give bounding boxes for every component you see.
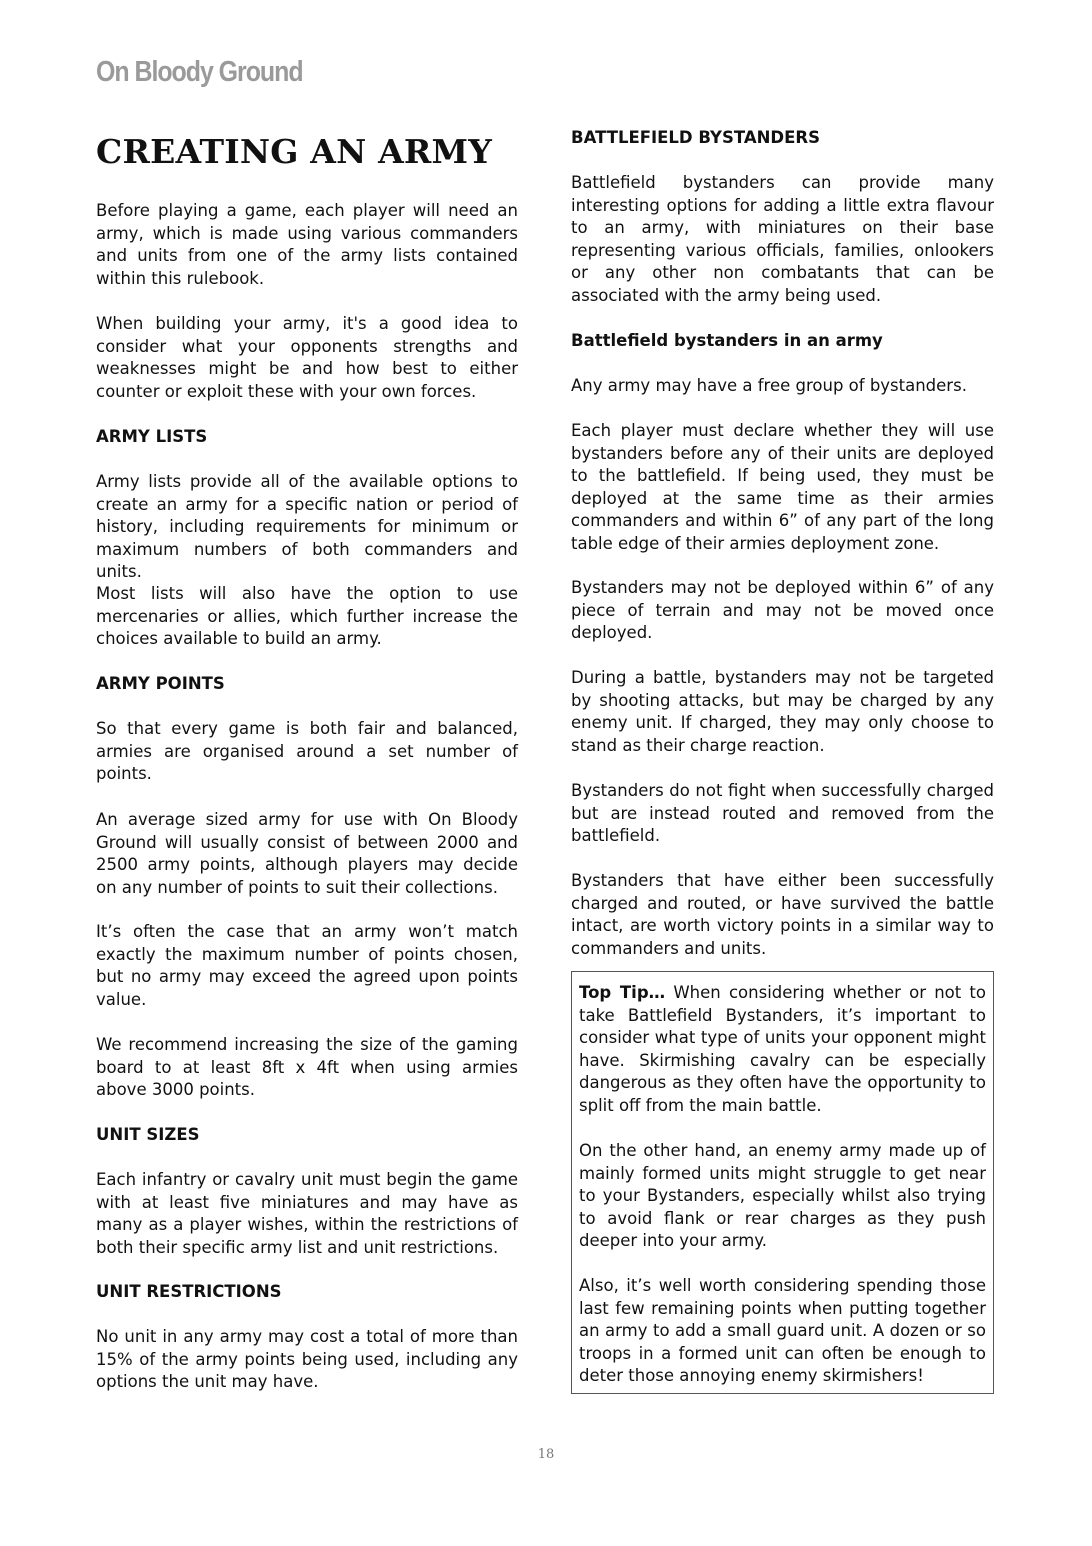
army-points-paragraph-4: We recommend increasing the size of the gaming board to at least 8ft x 4ft when using armies above 3000 points. [96, 1035, 518, 1099]
bystanders-in-army-paragraph-3: Bystanders may not be deployed within 6” of any piece of terrain and may not be moved once deployed. [571, 578, 994, 642]
unit-sizes-paragraph-1: Each infantry or cavalry unit must begin the game with at least five miniatures and may have as many as a player wishes, within the restrictions of both their specific army list and unit restrictions. [96, 1170, 518, 1257]
army-points-paragraph-2: An average sized army for use with On Bloody Ground will usually consist of between 2000 and 2500 army points, although players may decide on any number of points to suit their collections. [96, 810, 518, 897]
army-lists-paragraph-2: Most lists will also have the option to use mercenaries or allies, which further increase the choices available to build an army. [96, 584, 518, 648]
army-points-paragraph-1: So that every game is both fair and balanced, armies are organised around a set number of points. [96, 719, 518, 783]
bystanders-heading: BATTLEFIELD BYSTANDERS [571, 128, 820, 147]
bystanders-in-army-paragraph-2: Each player must declare whether they will use bystanders before any of their units are deployed to the battlefield. If being used, they must be deployed at the same time as their armies commanders and within 6” of any part of the long table edge of their armies deployment zone. [571, 421, 994, 553]
unit-restrictions-heading: UNIT RESTRICTIONS [96, 1282, 282, 1301]
army-lists-heading: ARMY LISTS [96, 427, 208, 446]
intro-paragraph-1: Before playing a game, each player will need an army, which is made using various commanders and units from one of the army lists contained within this rulebook. [96, 201, 518, 288]
army-points-paragraph-3: It’s often the case that an army won’t match exactly the maximum number of points chosen, but no army may exceed the agreed upon points value. [96, 922, 518, 1009]
army-points-heading: ARMY POINTS [96, 674, 225, 693]
chapter-title: CREATING AN ARMY [96, 132, 493, 171]
bystanders-in-army-paragraph-5: Bystanders do not fight when successfully charged but are instead routed and removed from the battlefield. [571, 781, 994, 845]
running-header: On Bloody Ground [96, 56, 303, 88]
top-tip-text-1: When considering whether or not to take Battlefield Bystanders, it’s important to consider what type of units your opponent might have. Skirmishing cavalry can be especially dangerous as they often have the opportunity to split off from the main battle. [579, 983, 986, 1115]
top-tip-paragraph-2: On the other hand, an enemy army made up of mainly formed units might struggle to get near to your Bystanders, especially whilst also trying to avoid flank or rear charges as they push deeper into your army. [579, 1141, 986, 1250]
bystanders-in-army-paragraph-1: Any army may have a free group of bystanders. [571, 376, 967, 395]
bystanders-in-army-heading: Battlefield bystanders in an army [571, 331, 883, 350]
top-tip-paragraph-1 [579, 982, 986, 1117]
top-tip-paragraph-3: Also, it’s well worth considering spending those last few remaining points when putting together an army to add a small guard unit. A dozen or so troops in a formed unit can often be enough to deter those annoying enemy skirmishers! [579, 1276, 986, 1385]
bystanders-in-army-paragraph-4: During a battle, bystanders may not be targeted by shooting attacks, but may be charged by any enemy unit. If charged, they may only choose to stand as their charge reaction. [571, 668, 994, 755]
bystanders-in-army-paragraph-6: Bystanders that have either been successfully charged and routed, or have survived the battle intact, are worth victory points in a similar way to commanders and units. [571, 871, 994, 958]
page-number: 18 [537, 1447, 555, 1462]
bystanders-paragraph-1: Battlefield bystanders can provide many interesting options for adding a little extra flavour to an army, with miniatures on their base representing various officials, families, onlookers or any other non combatants that can be associated with the army being used. [571, 173, 994, 305]
intro-paragraph-2: When building your army, it's a good idea to consider what your opponents strengths and weaknesses might be and how best to either counter or exploit these with your own forces. [96, 314, 518, 401]
top-tip-box [571, 971, 994, 1394]
army-lists-paragraph-1: Army lists provide all of the available options to create an army for a specific nation or period of history, including requirements for minimum or maximum numbers of both commanders and units. [96, 472, 518, 581]
unit-restrictions-paragraph-1: No unit in any army may cost a total of more than 15% of the army points being used, including any options the unit may have. [96, 1327, 518, 1391]
top-tip-lead: Top Tip… [579, 983, 666, 1002]
unit-sizes-heading: UNIT SIZES [96, 1125, 200, 1144]
